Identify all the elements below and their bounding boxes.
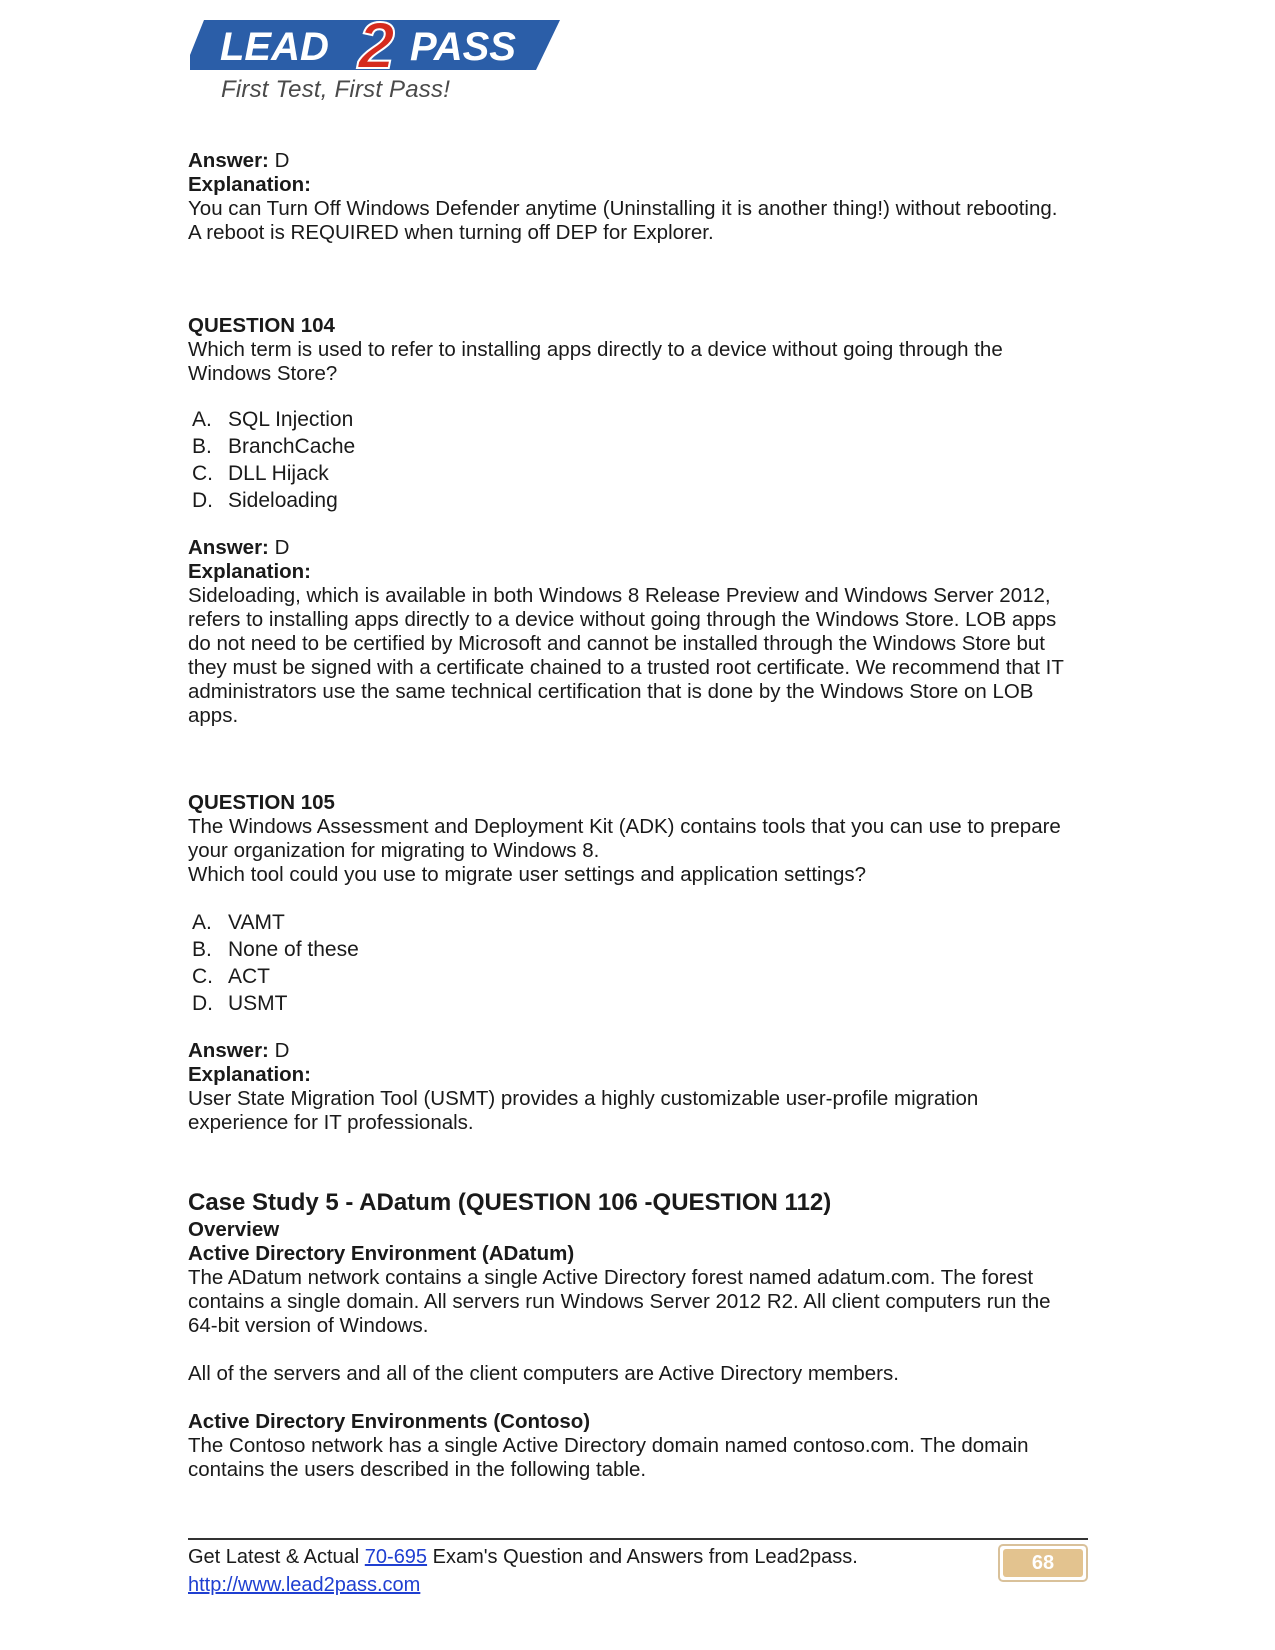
option-text: None of these [228, 938, 359, 961]
footer-prefix: Get Latest & Actual [188, 1546, 365, 1568]
explanation-line: they must be signed with a certificate chained to a trusted root certificate. We recommend that IT [188, 656, 1064, 679]
adatum-text-line: 64-bit version of Windows. [188, 1314, 429, 1337]
logo-word-right: PASS [410, 25, 516, 69]
question-text-line: The Windows Assessment and Deployment Kit (ADK) contains tools that you can use to prepare [188, 815, 1061, 838]
question-text-line: Which tool could you use to migrate user settings and application settings? [188, 863, 867, 886]
page-footer [188, 1543, 1088, 1599]
adatum-heading: Active Directory Environment (ADatum) [188, 1242, 575, 1265]
case-study-title: Case Study 5 - ADatum (QUESTION 106 -QUESTION 112) [188, 1189, 832, 1216]
q104-answer [188, 536, 1088, 560]
lead2pass-logo [190, 6, 580, 106]
footer-text [188, 1543, 1088, 1571]
option-text: USMT [228, 992, 288, 1015]
page-number-badge [998, 1544, 1088, 1582]
option-item [192, 460, 1088, 487]
explanation-label: Explanation: [188, 1063, 312, 1086]
question-title: QUESTION 104 [188, 314, 335, 337]
option-item [192, 936, 1088, 963]
option-item [192, 487, 1088, 514]
option-item [192, 406, 1088, 433]
footer-suffix: Exam's Question and Answers from Lead2pass. [427, 1546, 858, 1568]
explanation-line: do not need to be certified by Microsoft and cannot be installed through the Windows Store but [188, 632, 1045, 655]
contoso-text-line: The Contoso network has a single Active Directory domain named contoso.com. The domain [188, 1434, 1029, 1457]
explanation-label: Explanation: [188, 560, 312, 583]
option-item [192, 433, 1088, 460]
option-text: ACT [228, 965, 270, 988]
option-text: Sideloading [228, 489, 338, 512]
option-text: VAMT [228, 911, 285, 934]
option-letter: C. [192, 965, 213, 988]
explanation-line: You can Turn Off Windows Defender anytime (Uninstalling it is another thing!) without rebooting. [188, 197, 1058, 220]
logo-banner [190, 6, 580, 78]
q105-answer [188, 1039, 1088, 1063]
document-body [188, 149, 1088, 1482]
explanation-line: User State Migration Tool (USMT) provides a highly customizable user-profile migration [188, 1087, 979, 1110]
option-letter: D. [192, 489, 213, 512]
option-text: BranchCache [228, 435, 356, 458]
answer-label: Answer: [188, 536, 269, 559]
option-item [192, 990, 1088, 1017]
question-text-line: Windows Store? [188, 362, 338, 385]
exam-link[interactable]: 70-695 [364, 1546, 428, 1568]
explanation-label: Explanation: [188, 173, 312, 196]
q105-options [192, 909, 1088, 1017]
question-title: QUESTION 105 [188, 791, 335, 814]
option-letter: C. [192, 462, 213, 485]
q104-options [192, 406, 1088, 514]
option-letter: A. [192, 408, 212, 431]
option-letter: D. [192, 992, 213, 1015]
logo-digit: 2 [358, 8, 395, 78]
option-text: SQL Injection [228, 408, 354, 431]
option-item [192, 963, 1088, 990]
page-number: 68 [1003, 1549, 1083, 1577]
answer-value: D [268, 536, 290, 559]
overview-heading: Overview [188, 1218, 280, 1241]
option-letter: A. [192, 911, 212, 934]
logo-tagline: First Test, First Pass! [221, 76, 451, 103]
explanation-line: administrators use the same technical certification that is done by the Windows Store on LOB [188, 680, 1034, 703]
option-letter: B. [192, 435, 212, 458]
answer-value: D [268, 1039, 290, 1062]
contoso-text-line: contains the users described in the following table. [188, 1458, 647, 1481]
explanation-line: Sideloading, which is available in both Windows 8 Release Preview and Windows Server 2012, [188, 584, 1051, 607]
logo-word-left: LEAD [220, 25, 329, 69]
option-item [192, 909, 1088, 936]
question-text-line: Which term is used to refer to installing apps directly to a device without going through the [188, 338, 1003, 361]
adatum-text-line: The ADatum network contains a single Active Directory forest named adatum.com. The forest [188, 1266, 1034, 1289]
adatum-members-text: All of the servers and all of the client computers are Active Directory members. [188, 1362, 899, 1385]
answer-value: D [268, 149, 290, 172]
website-link[interactable]: http://www.lead2pass.com [188, 1574, 421, 1596]
option-text: DLL Hijack [228, 462, 329, 485]
answer-label: Answer: [188, 1039, 269, 1062]
explanation-line: apps. [188, 704, 239, 727]
q103-answer [188, 149, 1088, 173]
question-text-line: your organization for migrating to Windows 8. [188, 839, 600, 862]
answer-label: Answer: [188, 149, 269, 172]
explanation-line: refers to installing apps directly to a device without going through the Windows Store. LOB apps [188, 608, 1057, 631]
explanation-line: experience for IT professionals. [188, 1111, 474, 1134]
footer-divider [188, 1538, 1088, 1540]
explanation-line: A reboot is REQUIRED when turning off DEP for Explorer. [188, 221, 714, 244]
option-letter: B. [192, 938, 212, 961]
contoso-heading: Active Directory Environments (Contoso) [188, 1410, 591, 1433]
adatum-text-line: contains a single domain. All servers run Windows Server 2012 R2. All client computers run the [188, 1290, 1051, 1313]
